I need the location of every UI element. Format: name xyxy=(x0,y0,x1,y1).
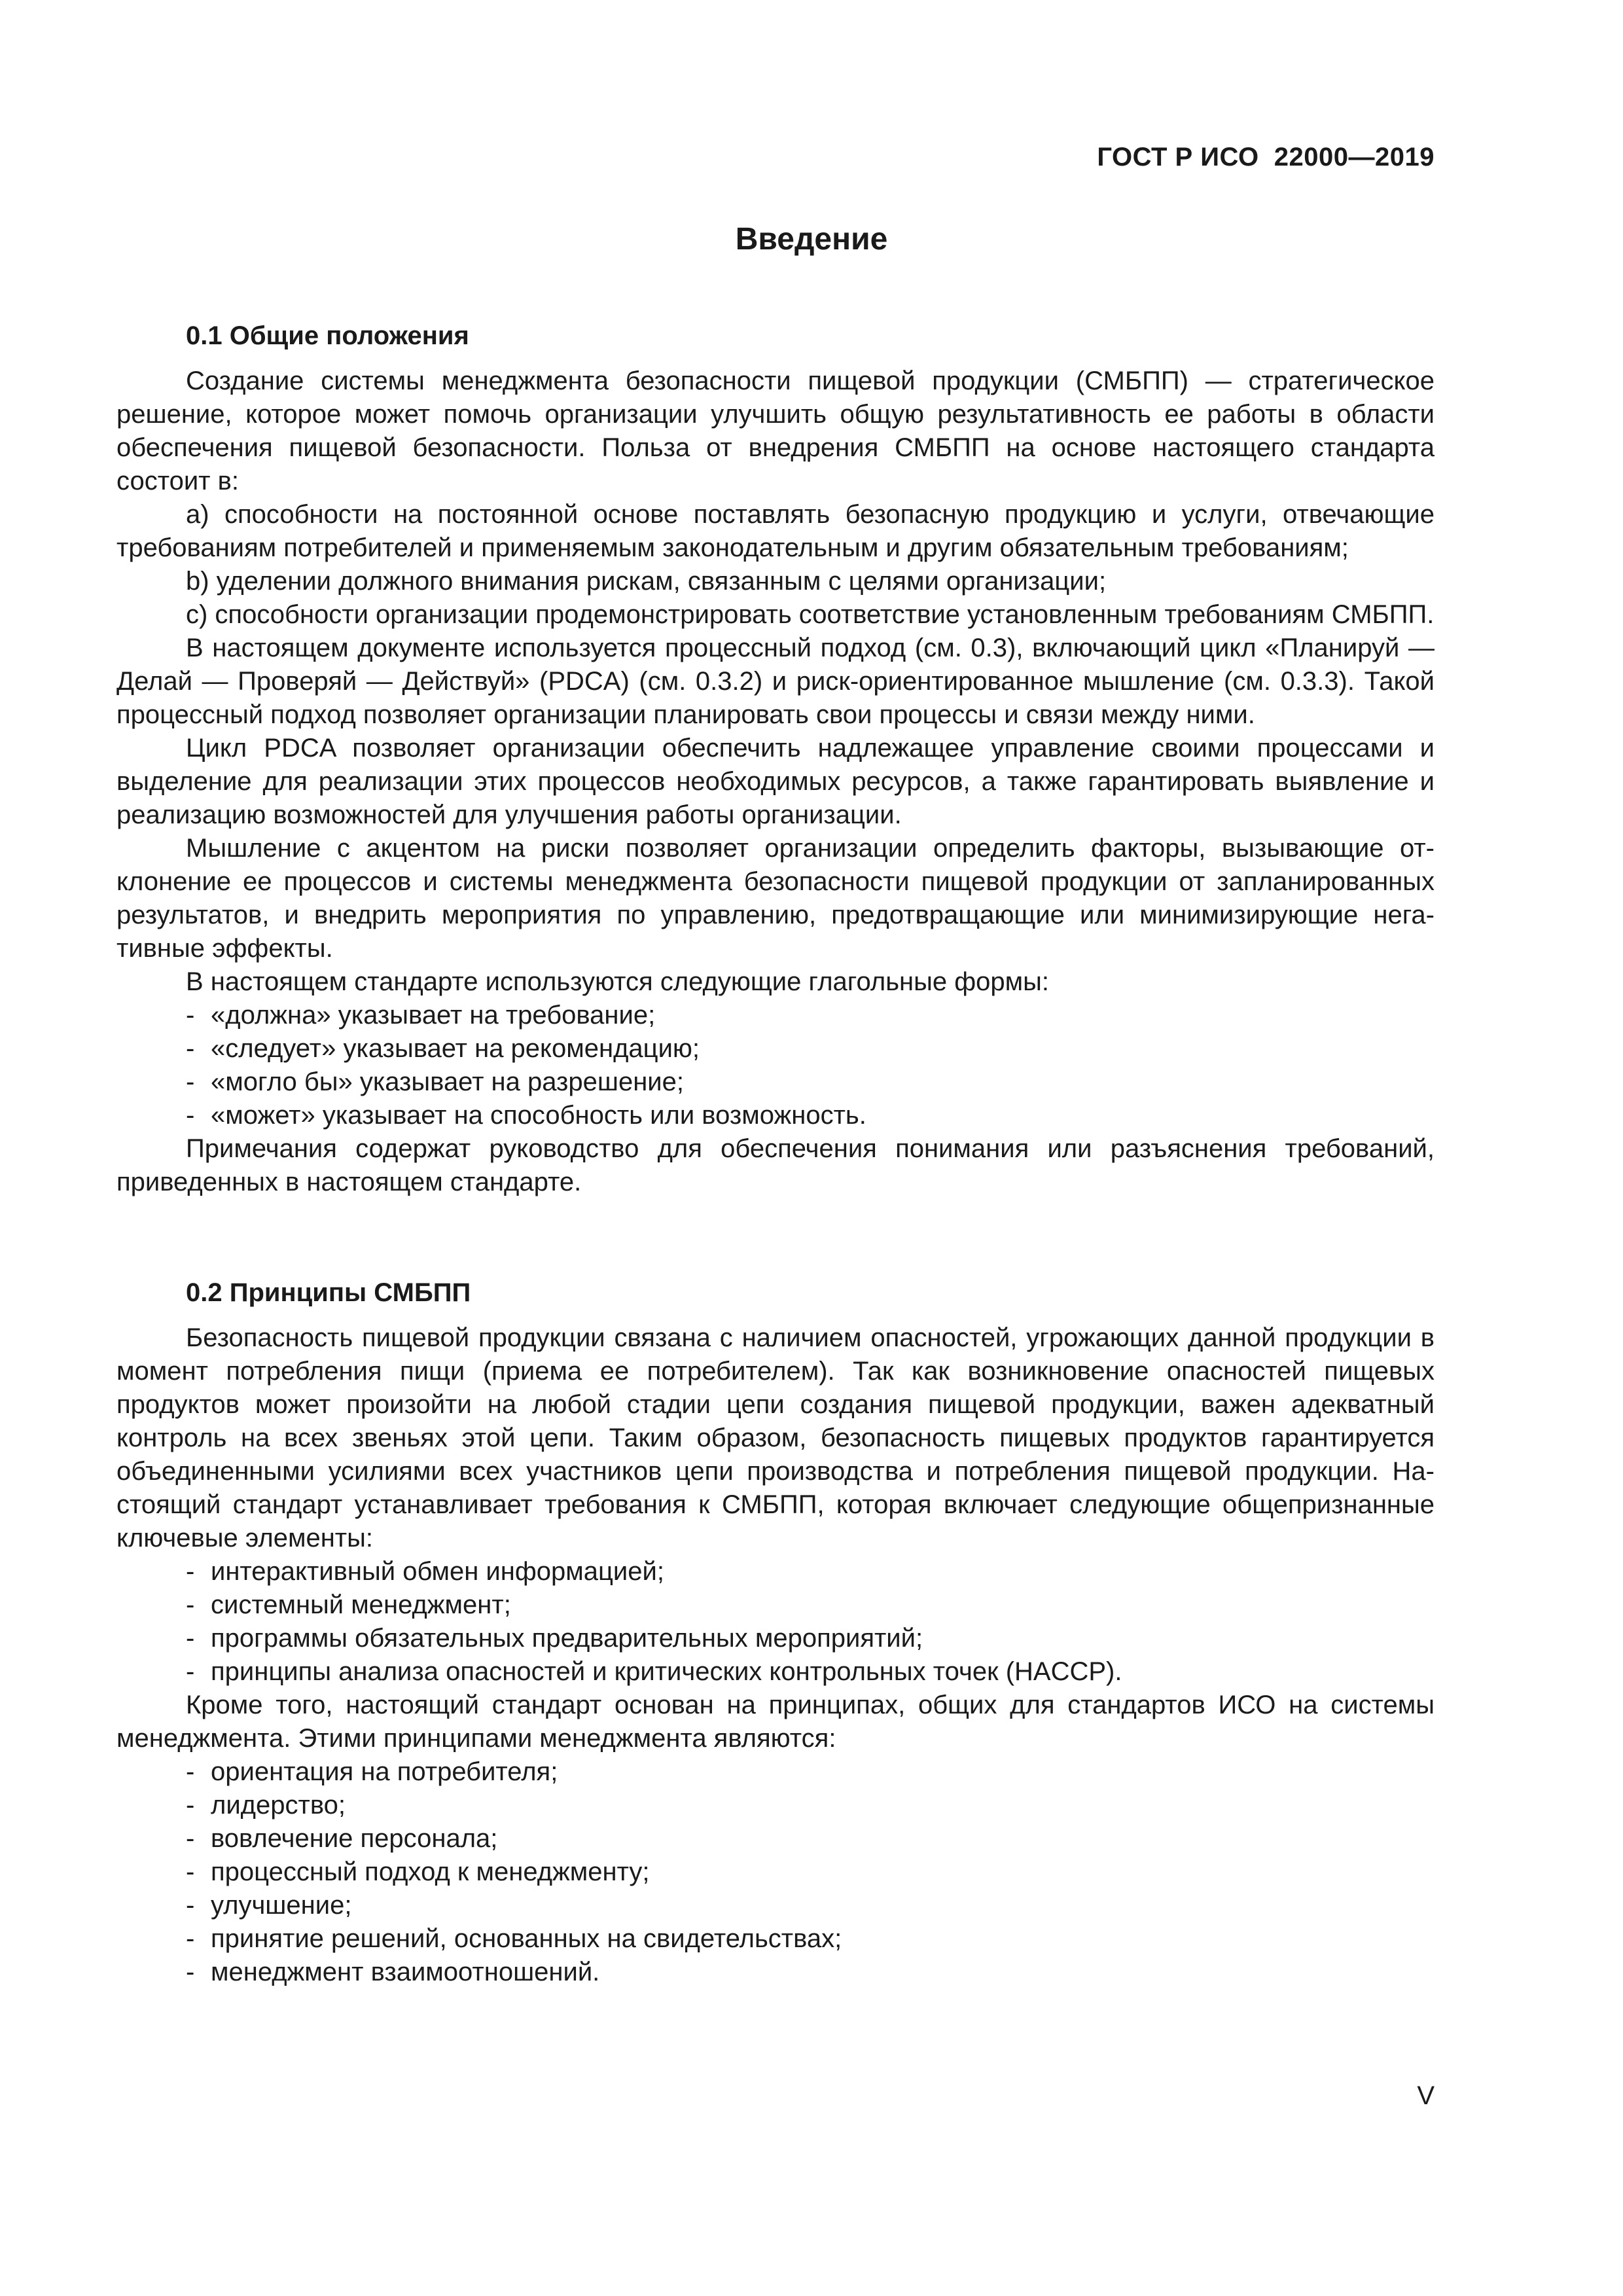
verb-forms-list xyxy=(116,999,1435,1132)
list-item: - «может» указывает на способность или возможность. xyxy=(186,1101,866,1130)
paragraph-risk-thinking: Мышление с акцентом на риски позволяет организации определить факторы, вызывающие отклонение ее процессов и системы менеджмента безопасности пищевой продукции от запланированных результатов, и внедрить мероприятия по управлению, предотвращающие или минимизирующие негативные эффекты. xyxy=(116,834,1435,963)
list-item: - процессный подход к менеджменту; xyxy=(186,1857,650,1886)
list-item: - принятие решений, основанных на свидетельствах; xyxy=(186,1924,842,1953)
page-title: Введение xyxy=(735,222,888,257)
document-code: ГОСТ Р ИСО 22000—2019 xyxy=(1097,143,1435,171)
list-item: - ориентация на потребителя; xyxy=(186,1757,558,1786)
list-item: - системный менеджмент; xyxy=(186,1590,511,1619)
list-item: - «следует» указывает на рекомендацию; xyxy=(186,1034,700,1063)
paragraph-notes: Примечания содержат руководство для обеспечения понимания или разъяснения требований, приведенных в настоящем стандарте. xyxy=(116,1134,1435,1196)
paragraph-verb-forms: В настоящем стандарте используются следующие глагольные формы: xyxy=(186,967,1050,996)
key-elements-list xyxy=(116,1555,1435,1689)
paragraph-iso-principles: Кроме того, настоящий стандарт основан на принципах, общих для стандартов ИСО на системы менеджмента. Этими принципами менеджмента являются: xyxy=(116,1691,1435,1753)
list-item: - программы обязательных предварительных мероприятий; xyxy=(186,1624,923,1653)
principles-list xyxy=(116,1755,1435,1989)
paragraph-process-approach: В настоящем документе используется процессный подход (см. 0.3), включающий цикл «Планируй — Делай — Проверяй — Действуй» (PDCA) (см. 0.3.2) и риск-ориентированное мышление (см. 0.3.3). Такой процессный подход позволяет организации планировать свои процессы и связи между ними. xyxy=(116,634,1435,729)
section-fsms-principles xyxy=(116,1276,1435,1989)
list-item: - вовлечение персонала; xyxy=(186,1824,498,1853)
paragraph-item-a: a) способности на постоянной основе поставлять безопасную продукцию и услуги, отвечающие требованиям потребителей и применяемым законодательным и другим обязательным требованиям; xyxy=(116,500,1435,562)
list-item: - улучшение; xyxy=(186,1891,352,1920)
list-item: - «могло бы» указывает на разрешение; xyxy=(186,1067,684,1096)
list-item: - менеджмент взаимоотношений. xyxy=(186,1958,600,1986)
paragraph-food-safety: Безопасность пищевой продукции связана с наличием опасностей, угрожающих данной продукции в момент потребления пищи (приема ее потребителем). Так как возникновение опасностей пищевых продуктов может произойти на любой стадии цепи создания пищевой продукции, важен адекватный контроль на всех звеньях этой цепи. Таким образом, безопасность пищевых продуктов гарантируется объединенными усилиями всех участников цепи производства и потребления пищевой продукции. Настоящий стандарт устанавливает требования к СМБПП, которая включает следующие общепризнанные ключевые элементы: xyxy=(116,1323,1435,1552)
section-heading: 0.2 Принципы СМБПП xyxy=(186,1278,471,1307)
list-item: - интерактивный обмен информацией; xyxy=(186,1557,664,1586)
list-item: - лидерство; xyxy=(186,1791,346,1820)
section-heading: 0.1 Общие положения xyxy=(186,321,469,350)
list-item: - принципы анализа опасностей и критических контрольных точек (HACCP). xyxy=(186,1657,1122,1686)
list-item: - «должна» указывает на требование; xyxy=(186,1001,656,1030)
page-number: V xyxy=(1417,2081,1435,2110)
paragraph-pdca: Цикл PDCA позволяет организации обеспечить надлежащее управление своими процессами и выделение для реализации этих процессов необходимых ресурсов, а также гарантировать выявление и реализацию возможностей для улучшения работы организации. xyxy=(116,734,1435,829)
paragraph-intro: Создание системы менеджмента безопасности пищевой продукции (СМБПП) — стратегическое решение, которое может помочь организации улучшить общую результативность ее работы в области обеспечения пищевой безопасности. Польза от внедрения СМБПП на основе настоящего стандарта состоит в: xyxy=(116,367,1435,495)
paragraph-item-c: c) способности организации продемонстрировать соответствие установленным требованиям СМБПП. xyxy=(186,600,1435,629)
section-general-provisions xyxy=(116,319,1435,1199)
paragraph-item-b: b) уделении должного внимания рискам, связанным с целями организации; xyxy=(186,567,1107,596)
